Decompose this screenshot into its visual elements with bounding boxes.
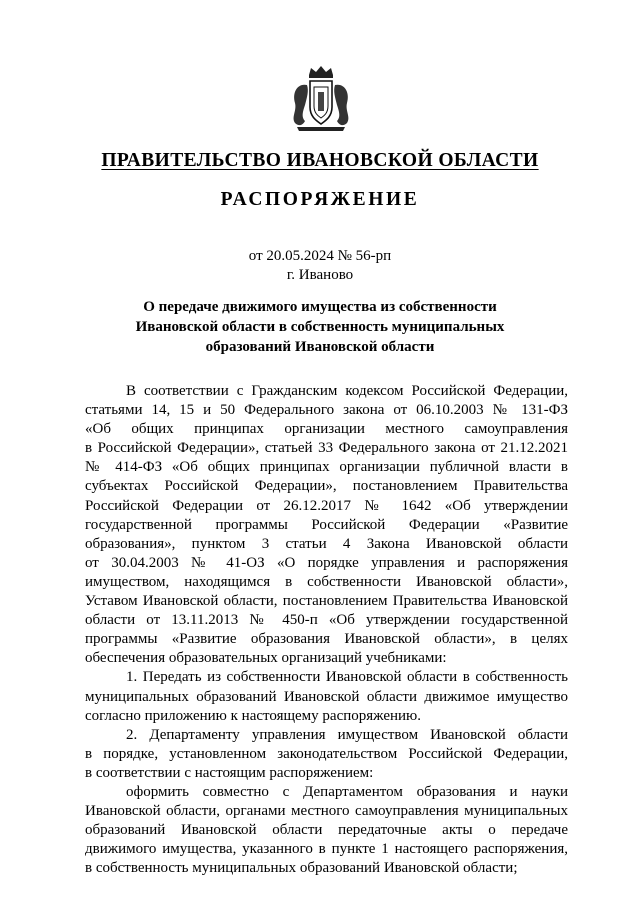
body-line: движимого имущества, указанного в пункте 1 настоящего распоряжения, [85, 841, 568, 858]
body-line: имуществом, находящимся в собственности Ивановской области», [85, 573, 568, 590]
body-line: «Об общих принципах организации местного самоуправления [85, 421, 568, 438]
body-line: от 30.04.2003 № 41-ОЗ «О порядке управления и распоряжения [85, 554, 568, 571]
body-line: в Российской Федерации», статьей 33 Федерального закона от 21.12.2021 [85, 440, 568, 457]
body-line: Ивановской области, органами местного самоуправления муниципальных [85, 803, 568, 820]
body-line: образований Ивановской области передаточные акты о передаче [85, 822, 568, 839]
coat-of-arms-emblem [287, 65, 355, 135]
body-line: 1. Передать из собственности Ивановской области в собственность [126, 669, 568, 686]
body-line: № 414-ФЗ «Об общих принципах организации публичной власти в [85, 459, 568, 476]
body-line: статьями 14, 15 и 50 Федерального закона от 06.10.2003 № 131-ФЗ [85, 402, 568, 419]
government-title: ПРАВИТЕЛЬСТВО ИВАНОВСКОЙ ОБЛАСТИ [101, 150, 539, 171]
subject-line: О передаче движимого имущества из собственности [143, 299, 497, 315]
document-date-number: от 20.05.2024 № 56-рп [248, 248, 392, 264]
body-line: программы «Развитие образования Ивановской области», в целях [85, 631, 568, 648]
body-line: государственной программы Российской Федерации «Развитие [85, 516, 568, 533]
body-line: 2. Департаменту управления имуществом Ивановской области [126, 726, 568, 743]
body-line: в соответствии с настоящим распоряжением: [85, 764, 374, 781]
subject-line: Ивановской области в собственность муниципальных [135, 319, 505, 335]
body-line: согласно приложению к настоящему распоряжению. [85, 707, 422, 724]
body-line: Уставом Ивановской области, постановлением Правительства Ивановской [85, 593, 568, 610]
body-line: В соответствии с Гражданским кодексом Российской Федерации, [126, 383, 568, 399]
body-line: образования», пунктом 3 статьи 4 Закона Ивановской области [85, 535, 568, 552]
document-city: г. Иваново [286, 267, 354, 283]
body-line: в порядке, установленном законодательством Российской Федерации, [85, 745, 568, 762]
document-body [85, 382, 568, 878]
body-line: области от 13.11.2013 № 450-п «Об утверждении государственной [85, 612, 568, 629]
body-line: Российской Федерации от 26.12.2017 № 1642 «Об утверждении [85, 497, 568, 514]
body-line: субъектах Российской Федерации», постановлением Правительства [85, 478, 568, 495]
document-subject [120, 297, 520, 357]
body-line: в собственность муниципальных образований Ивановской области; [85, 860, 518, 877]
document-type: РАСПОРЯЖЕНИЕ [220, 189, 420, 210]
body-line: муниципальных образований Ивановской области движимое имущество [85, 688, 568, 705]
body-line: оформить совместно с Департаментом образования и науки [126, 783, 568, 800]
body-line: обеспечения образовательных организаций учебниками: [85, 650, 447, 667]
subject-line: образований Ивановской области [205, 339, 435, 355]
